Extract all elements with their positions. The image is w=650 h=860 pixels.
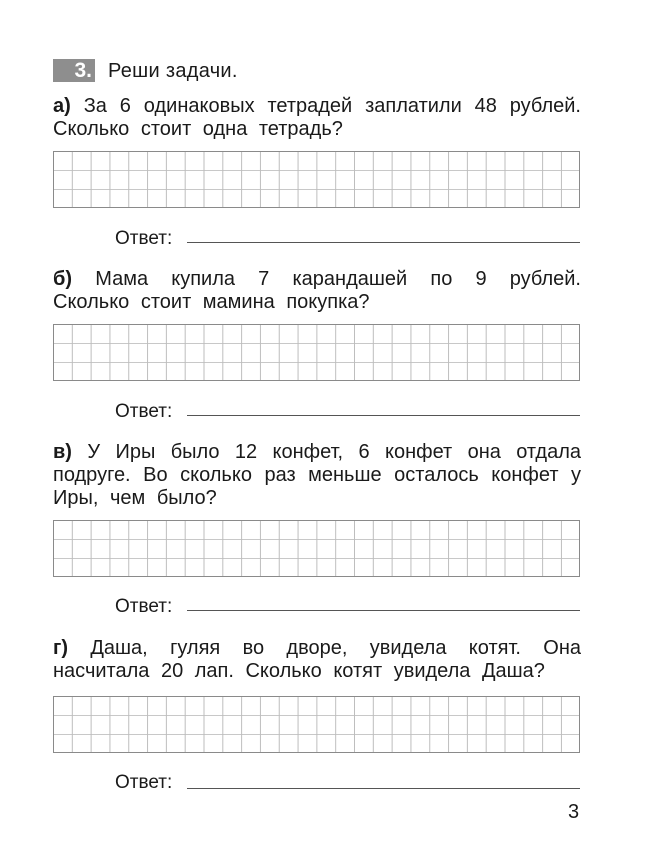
task-a-answer-field[interactable] (187, 242, 580, 243)
task-d-answer-label: Ответ: (115, 772, 173, 793)
task-c-answer-field[interactable] (187, 610, 580, 611)
task-d-work-grid[interactable] (53, 696, 580, 753)
task-d-label: г) (53, 637, 68, 659)
task-c-label: в) (53, 441, 72, 463)
task-a-text (53, 95, 581, 141)
exercise-title: Реши задачи. (108, 60, 238, 82)
page-number: 3 (568, 801, 580, 823)
task-b-text (53, 268, 581, 314)
task-a-work-grid[interactable] (53, 151, 580, 208)
task-c-question: У Иры было 12 конфет, 6 конфет она отдала подруге. Во сколько раз меньше осталось конфет у Иры, чем было? (53, 441, 582, 509)
exercise-number: 3. (74, 59, 92, 82)
exercise-number-badge (53, 59, 95, 82)
task-d-question: Даша, гуляя во дворе, увидела котят. Она насчитала 20 лап. Сколько котят увидела Даша? (53, 637, 582, 682)
task-c-answer-label: Ответ: (115, 596, 173, 617)
task-b-question: Мама купила 7 карандашей по 9 рублей. Сколько стоит мамина покупка? (53, 268, 581, 313)
task-a-question: За 6 одинаковых тетрадей заплатили 48 рублей. Сколько стоит одна тетрадь? (53, 95, 581, 140)
task-b-work-grid[interactable] (53, 324, 580, 381)
task-b-label: б) (53, 268, 73, 290)
task-c-work-grid[interactable] (53, 520, 580, 577)
task-a-answer-label: Ответ: (115, 228, 173, 249)
task-a-label: а) (53, 95, 71, 117)
task-b-answer-field[interactable] (187, 415, 580, 416)
task-b-answer-label: Ответ: (115, 401, 173, 422)
task-d-text (53, 637, 581, 683)
task-c-text (53, 441, 581, 510)
task-d-answer-field[interactable] (187, 788, 580, 789)
